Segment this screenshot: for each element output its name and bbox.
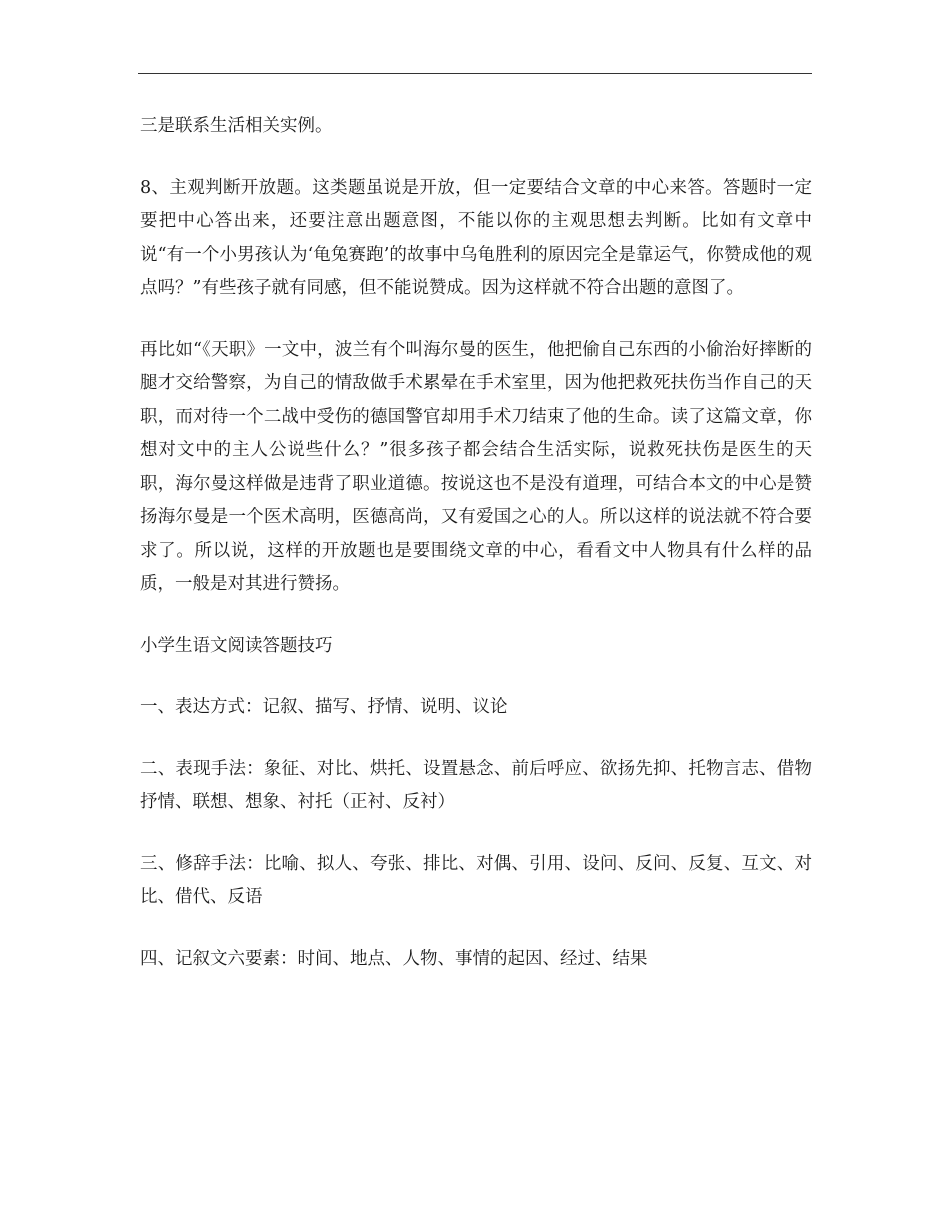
document-body xyxy=(140,110,812,976)
paragraph-techniques: 二、表现手法：象征、对比、烘托、设置悬念、前后呼应、欲扬先抑、托物言志、借物抒情、联想、想象、衬托（正衬、反衬） xyxy=(140,758,812,812)
paragraph-tianzhi-example: 再比如“《天职》一文中，波兰有个叫海尔曼的医生，他把偷自己东西的小偷治好摔断的腿才交给警察，为自己的情敌做手术累晕在手术室里，因为他把救死扶伤当作自己的天职，而对待一个二战中受伤的德国警官却用手术刀结束了他的生命。读了这篇文章，你想对文中的主人公说些什么？”很多孩子都会结合生活实际，说救死扶伤是医生的天职，海尔曼这样做是违背了职业道德。按说这也不是没有道理，可结合本文的中心是赞扬海尔曼是一个医术高明，医德高尚，又有爱国之心的人。所以这样的说法就不符合要求了。所以说，这样的开放题也是要围绕文章的中心，看看文中人物具有什么样的品质，一般是对其进行赞扬。 xyxy=(140,339,812,594)
section-heading: 小学生语文阅读答题技巧 xyxy=(140,635,333,656)
paragraph-narrative-elements: 四、记叙文六要素：时间、地点、人物、事情的起因、经过、结果 xyxy=(140,948,648,969)
paragraph-rhetoric: 三、修辞手法：比喻、拟人、夸张、排比、对偶、引用、设问、反问、反复、互文、对比、借代、反语 xyxy=(140,853,812,907)
paragraph-open-question: 8、主观判断开放题。这类题虽说是开放，但一定要结合文章的中心来答。答题时一定要把中心答出来，还要注意出题意图，不能以你的主观思想去判断。比如有文章中说“有一个小男孩认为‘龟兔赛跑’的故事中乌龟胜利的原因完全是靠运气，你赞成他的观点吗？”有些孩子就有同感，但不能说赞成。因为这样就不符合出题的意图了。 xyxy=(140,177,812,298)
paragraph-real-life-examples: 三是联系生活相关实例。 xyxy=(140,116,333,136)
header-rule xyxy=(138,73,812,74)
paragraph-expression-modes: 一、表达方式：记叙、描写、抒情、说明、议论 xyxy=(140,697,508,717)
